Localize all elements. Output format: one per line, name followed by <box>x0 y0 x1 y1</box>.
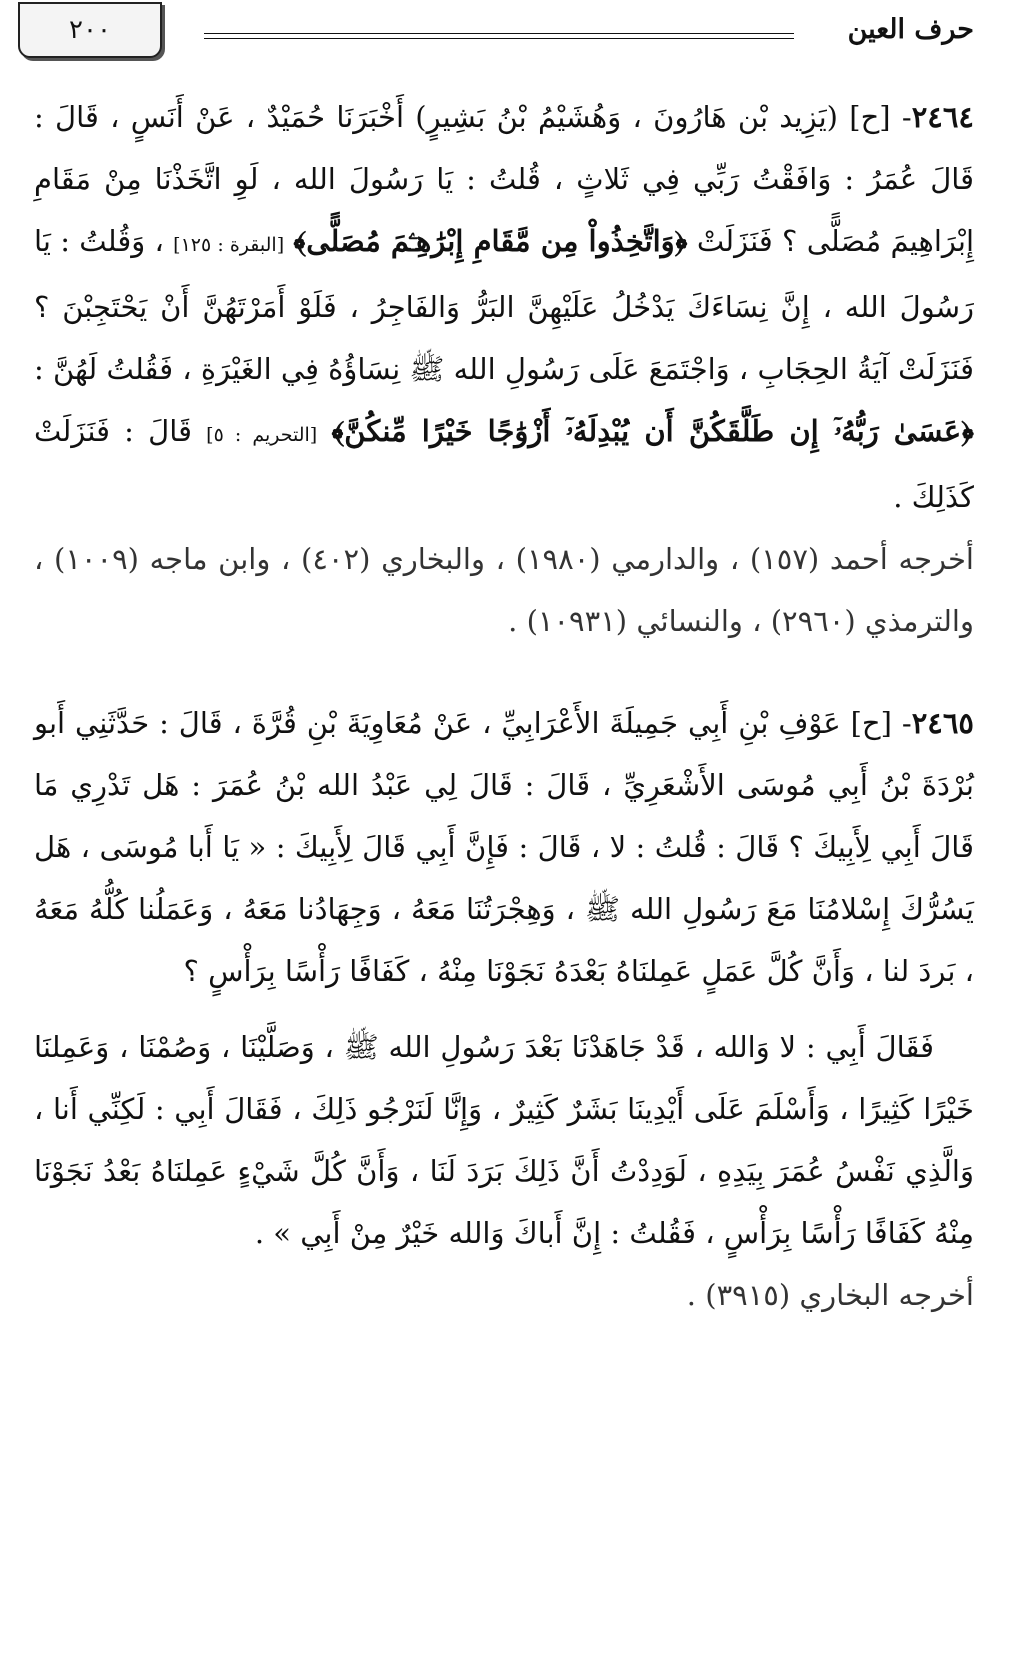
chapter-title: حرف العين <box>847 14 974 45</box>
page-number-box <box>18 2 162 58</box>
quran-verse: ﴿وَاتَّخِذُواْ مِن مَّقَامِ إِبْرَٰهِـۧمَ مُصَلًّى﴾ <box>293 224 688 258</box>
hadith-text <box>34 86 974 528</box>
hadith-text <box>34 692 974 1002</box>
header-rule <box>204 33 794 39</box>
hadith-middle: ، وَقُلتُ : يَا رَسُولَ الله ، إِنَّ نِسَاءَكَ يَدْخُلُ عَلَيْهِنَّ البَرُّ وَالفَاجِرُ ، فَلَوْ أَمَرْتَهُنَّ أَنْ يَحْتَجِبْنَ ؟ فَنَزَلَتْ آيَةُ الحِجَابِ ، وَاجْتَمَعَ عَلَى رَسُولِ الله ﷺ نِسَاؤُهُ فِي الغَيْرَةِ ، فَقُلتُ لَهُنَّ : <box>33 224 975 386</box>
page-header <box>0 0 1010 70</box>
quran-verse: ﴿عَسَىٰ رَبُّهُۥٓ إِن طَلَّقَكُنَّ أَن يُبْدِلَهُۥٓ أَزْوَٰجًا خَيْرًا مِّنكُنَّ﴾ <box>331 414 975 448</box>
section-spacer <box>34 652 974 692</box>
hadith-paragraph: - [ح] عَوْفِ بْنِ أَبِي جَمِيلَةَ الأَعْرَابِيِّ ، عَنْ مُعَاوِيَةَ بْنِ قُرَّةَ ، قَالَ : حَدَّثَنِي أَبو بُرْدَةَ بْنُ أَبِي مُوسَى الأَشْعَرِيِّ ، قَالَ : قَالَ لِي عَبْدُ الله بْنُ عُمَرَ : هَل تَدْرِي مَا قَالَ أَبِي لِأَبِيكَ ؟ قَالَ : قُلتُ : لا ، قَالَ : فَإِنَّ أَبِي قَالَ لِأَبِيكَ : « يَا أَبا مُوسَى ، هَل يَسُرُّكَ إِسْلامُنَا مَعَ رَسُولِ الله ﷺ ، وَهِجْرَتُنَا مَعَهُ ، وَجِهَادُنا مَعَهُ ، وَعَمَلُنا كُلُّهُ مَعَهُ ، بَردَ لنا ، وَأَنَّ كُلَّ عَمَلٍ عَمِلنَاهُ بَعْدَهُ نَجَوْنَا مِنْهُ ، كَفَافًا رَأْسًا بِرَأْسٍ ؟ <box>34 706 974 988</box>
hadith-intro: - [ح] (يَزِيد بْن هَارُونَ ، وَهُشَيْمُ بْنُ بَشِيرٍ) أَخْبَرَنَا حُمَيْدٌ ، عَنْ أَنَسٍ ، قَالَ : قَالَ عُمَرُ : وَافَقْتُ رَبِّي فِي ثَلاثٍ ، قُلتُ : يَا رَسُولَ الله ، لَوِ اتَّخَذْنَا مِنْ مَقَامِ إِبْرَاهِيمَ مُصَلًّى ؟ فَنَزَلَتْ <box>34 100 975 258</box>
hadith-2465 <box>34 692 974 1326</box>
page-number: ٢٠٠ <box>69 15 111 45</box>
hadith-number: ٢٤٦٤ <box>911 100 974 134</box>
takhrij-note: أخرجه أحمد (١٥٧) ، والدارمي (١٩٨٠) ، والبخاري (٤٠٢) ، وابن ماجه (١٠٠٩) ، والترمذي (٢٩٦٠) ، والنسائي (١٠٩٣١) . <box>34 542 974 638</box>
hadith-number: ٢٤٦٥ <box>911 706 974 740</box>
hadith-paragraph: فَقَالَ أَبِي : لا وَالله ، قَدْ جَاهَدْنَا بَعْدَ رَسُولِ الله ﷺ ، وَصَلَّيْنَا ، وَصُمْنَا ، وَعَمِلنَا خَيْرًا كَثِيرًا ، وَأَسْلَمَ عَلَى أَيْدِينَا بَشَرٌ كَثِيرٌ ، وَإِنَّا لَنَرْجُو ذَلِكَ ، فَقَالَ أَبِي : لَكِنِّي أَنا ، وَالَّذِي نَفْسُ عُمَرَ بِيَدِهِ ، لَوَدِدْتُ أَنَّ ذَلِكَ بَرَدَ لَنَا ، وَأَنَّ كُلَّ شَيْءٍ عَمِلنَاهُ بَعْدُ نَجَوْنَا مِنْهُ كَفَافًا رَأْسًا بِرَأْسٍ ، فَقُلتُ : إِنَّ أَباكَ وَالله خَيْرٌ مِنْ أَبِي » . <box>34 1030 974 1250</box>
takhrij-note: أخرجه البخاري (٣٩١٥) . <box>686 1278 974 1312</box>
hadith-2464 <box>34 86 974 652</box>
hadith-end: قَالَ : فَنَزَلَتْ كَذَلِكَ . <box>34 414 974 514</box>
quran-reference: [البقرة : ١٢٥] <box>173 234 285 256</box>
quran-reference: [التحريم : ٥] <box>206 424 318 446</box>
page-content <box>34 86 974 1326</box>
